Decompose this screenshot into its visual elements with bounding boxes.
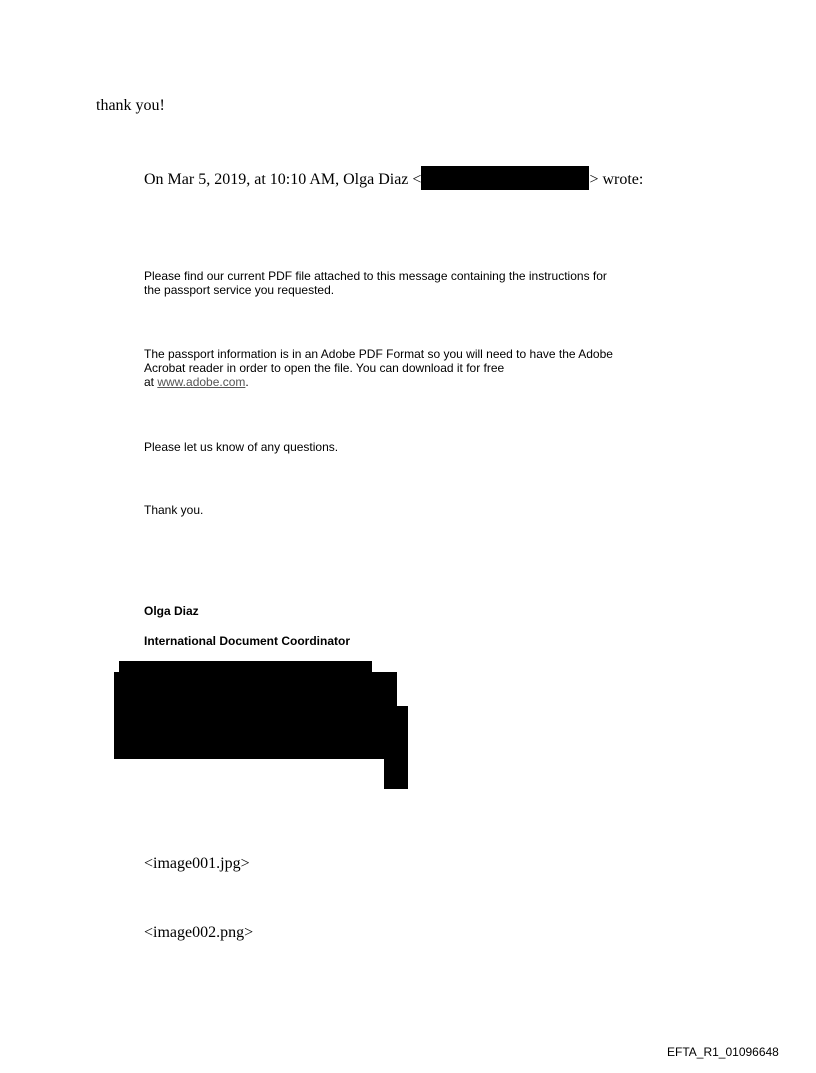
paragraph-line	[144, 375, 684, 389]
adobe-link[interactable]: www.adobe.com	[157, 375, 246, 389]
document-id-footer: EFTA_R1_01096648	[667, 1045, 779, 1059]
link-prefix: at	[144, 375, 158, 389]
paragraph-line: the passport service you requested.	[144, 283, 335, 297]
paragraph-questions: Please let us know of any questions.	[144, 440, 339, 454]
paragraph-line: Acrobat reader in order to open the file. You can download it for free	[144, 361, 505, 375]
redaction-bar	[384, 758, 408, 789]
quote-header-prefix: On Mar 5, 2019, at 10:10 AM, Olga Diaz <	[144, 171, 422, 188]
greeting-text: thank you!	[96, 97, 165, 114]
paragraph-line: The passport information is in an Adobe PDF Format so you will need to have the Adobe	[144, 347, 613, 361]
attachment-item: <image002.png>	[144, 924, 254, 941]
redacted-email	[421, 166, 589, 190]
paragraph-attachment-notice	[144, 269, 684, 297]
quote-header	[144, 166, 643, 190]
attachment-item: <image001.jpg>	[144, 855, 250, 872]
link-suffix: .	[245, 375, 249, 389]
quote-header-suffix: > wrote:	[589, 171, 644, 188]
signature-title: International Document Coordinator	[144, 634, 351, 648]
redaction-bar	[114, 706, 408, 759]
redaction-bar	[114, 672, 397, 707]
paragraph-thanks: Thank you.	[144, 503, 204, 517]
signature-name: Olga Diaz	[144, 604, 199, 618]
paragraph-adobe-info	[144, 347, 684, 389]
paragraph-line: Please find our current PDF file attached to this message containing the instructions for	[144, 269, 607, 283]
